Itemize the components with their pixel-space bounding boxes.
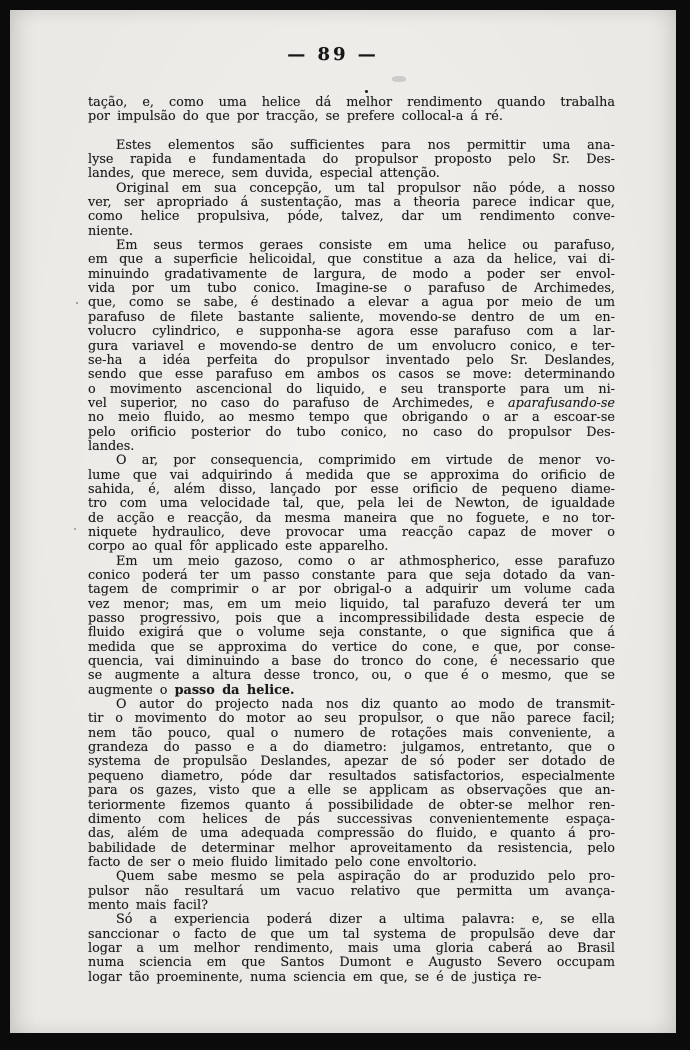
text-line: systema de propulsão Deslandes, apezar de só poder ser dotado de xyxy=(88,754,615,770)
text-line: Original em sua concepção, um tal propulsor não póde, a nosso xyxy=(116,180,615,196)
ink-speck xyxy=(74,528,76,530)
text-line: landes. xyxy=(88,438,135,454)
text-line: fluido exigirá que o volume seja constante, o que significa que á xyxy=(88,625,615,641)
text-line: Só a experiencia poderá dizer a ultima palavra: e, se ella xyxy=(116,912,615,928)
paragraph-gap xyxy=(88,125,615,139)
text-line: minuindo gradativamente de largura, de modo a poder ser envol- xyxy=(88,266,615,282)
text-line: tir o movimento do motor ao seu propulsor, o que não parece facil; xyxy=(88,711,615,727)
text-line: parafuso de filete bastante saliente, movendo-se dentro de um en- xyxy=(88,309,615,325)
text-line: sanccionar o facto de que um tal systema de propulsão deve dar xyxy=(88,926,615,942)
text-line: sahida, é, além disso, lançado por esse orificio de pequeno diame- xyxy=(88,481,615,497)
text-line: tagem de comprimir o ar por obrigal-o a adquirir um volume cada xyxy=(88,582,615,598)
text-line: numa sciencia em que Santos Dumont e Augusto Severo occupam xyxy=(88,955,615,971)
text-line: O autor do projecto nada nos diz quanto ao modo de transmit- xyxy=(116,697,615,713)
text-line: vez menor; mas, em um meio liquido, tal parafuzo deverá ter um xyxy=(88,596,615,612)
text-line: se-ha a idéa perfeita do propulsor inventado pelo Sr. Deslandes, xyxy=(88,352,615,368)
text-line: facto de ser o meio fluido limitado pelo cone envoltorio. xyxy=(88,854,477,870)
text-line: volucro cylindrico, e supponha-se agora esse parafuso com a lar- xyxy=(88,324,615,340)
scanned-page xyxy=(10,10,676,1033)
text-line: como helice propulsiva, póde, talvez, dar um rendimento conve- xyxy=(88,209,615,225)
ink-speck xyxy=(76,302,78,304)
text-line: medida que se approxima do vertice do cone, e que, por conse- xyxy=(88,639,615,655)
text-line: Quem sabe mesmo se pela aspiração do ar produzido pelo pro- xyxy=(116,869,615,885)
text-line: por impulsão do que por tracção, se prefere collocal-a á ré. xyxy=(88,109,503,125)
text-line: sendo que esse parafuso em ambos os casos se move: determinando xyxy=(88,367,615,383)
text-line: das, além de uma adequada compressão do fluido, e quanto á pro- xyxy=(88,826,615,842)
text-line: de acção e reacção, da mesma maneira que no foguete, e no tor- xyxy=(88,510,615,526)
text-line: corpo ao qual fôr applicado este apparelho. xyxy=(88,539,389,555)
text-line: o movimento ascencional do liquido, e seu transporte para um ni- xyxy=(88,381,615,397)
text-line: teriormente fizemos quanto á possibilidade de obter-se melhor ren- xyxy=(88,797,615,813)
page-number: — 89 — xyxy=(287,44,379,65)
text-line: landes, que merece, sem duvida, especial attenção. xyxy=(88,166,440,182)
text-line: logar tão proeminente, numa sciencia em que, se é de justiça re- xyxy=(88,969,542,985)
text-line: dimento com helices de pás successivas convenientemente espaça- xyxy=(88,811,615,827)
text-line: nem tão pouco, qual o numero de rotações mais conveniente, a xyxy=(88,725,615,741)
text-line: grandeza do passo e a do diametro: julgamos, entretanto, que o xyxy=(88,740,615,756)
text-line: gura variavel e movendo-se dentro de um envolucro conico, e ter- xyxy=(88,338,615,354)
text-line: O ar, por consequencia, comprimido em virtude de menor vo- xyxy=(116,453,615,469)
text-line: lyse rapida e fundamentada do propulsor proposto pelo Sr. Des- xyxy=(88,152,615,168)
text-line: tação, e, como uma helice dá melhor rendimento quando trabalha xyxy=(88,95,615,110)
text-line: mento mais facil? xyxy=(88,897,208,913)
text-line: augmente o passo da helice. xyxy=(88,682,295,698)
text-line: pulsor não resultará um vacuo relativo que permitta um avança- xyxy=(88,883,615,899)
ink-smudge xyxy=(392,76,406,82)
text-line: em que a superficie helicoidal, que constitue a aza da helice, vai di- xyxy=(88,252,615,268)
text-line: vida por um tubo conico. Imagine-se o parafuso de Archimedes, xyxy=(88,281,615,297)
text-line: para os gazes, visto que a elle se applicam as observações que an- xyxy=(88,783,615,799)
text-line: Estes elementos são sufficientes para nos permittir uma ana- xyxy=(116,137,615,153)
text-line: pequeno diametro, póde dar resultados satisfactorios, especialmente xyxy=(88,768,615,784)
text-line: tro com uma velocidade tal, que, pela lei de Newton, de igualdade xyxy=(88,496,615,512)
text-line: logar a um melhor rendimento, mais uma gloria caberá ao Brasil xyxy=(88,940,615,956)
text-line: conico poderá ter um passo constante para que seja dotado da van- xyxy=(88,568,615,583)
text-line: que, como se sabe, é destinado a elevar a agua por meio de um xyxy=(88,295,615,311)
text-line: Em um meio gazoso, como o ar athmospherico, esse parafuzo xyxy=(116,553,615,569)
text-line: quencia, vai diminuindo a base do tronco do cone, é necessario que xyxy=(88,654,615,670)
text-line: babilidade de determinar melhor aproveitamento da resistencia, pelo xyxy=(88,840,615,856)
ink-speck xyxy=(365,90,368,93)
text-line: niente. xyxy=(88,223,133,239)
text-line: ver, ser apropriado á sustentação, mas a theoria parece indicar que, xyxy=(88,195,615,211)
text-line: pelo orificio posterior do tubo conico, no caso do propulsor Des- xyxy=(88,424,615,440)
text-line: se augmente a altura desse tronco, ou, o que é o mesmo, que se xyxy=(88,668,615,684)
text-line: no meio fluido, ao mesmo tempo que obrigando o ar a escoar-se xyxy=(88,410,615,426)
text-line: passo progressivo, pois que a incompressibilidade desta especie de xyxy=(88,611,615,627)
text-line: lume que vai adquirindo á medida que se approxima do orificio de xyxy=(88,467,615,483)
body-text xyxy=(88,96,615,985)
text-line: niquete hydraulico, deve provocar uma reacção capaz de mover o xyxy=(88,524,615,540)
text-line: vel superior, no caso do parafuso de Archimedes, e aparafusando-se xyxy=(88,395,615,411)
text-line: Em seus termos geraes consiste em uma helice ou parafuso, xyxy=(116,238,615,254)
